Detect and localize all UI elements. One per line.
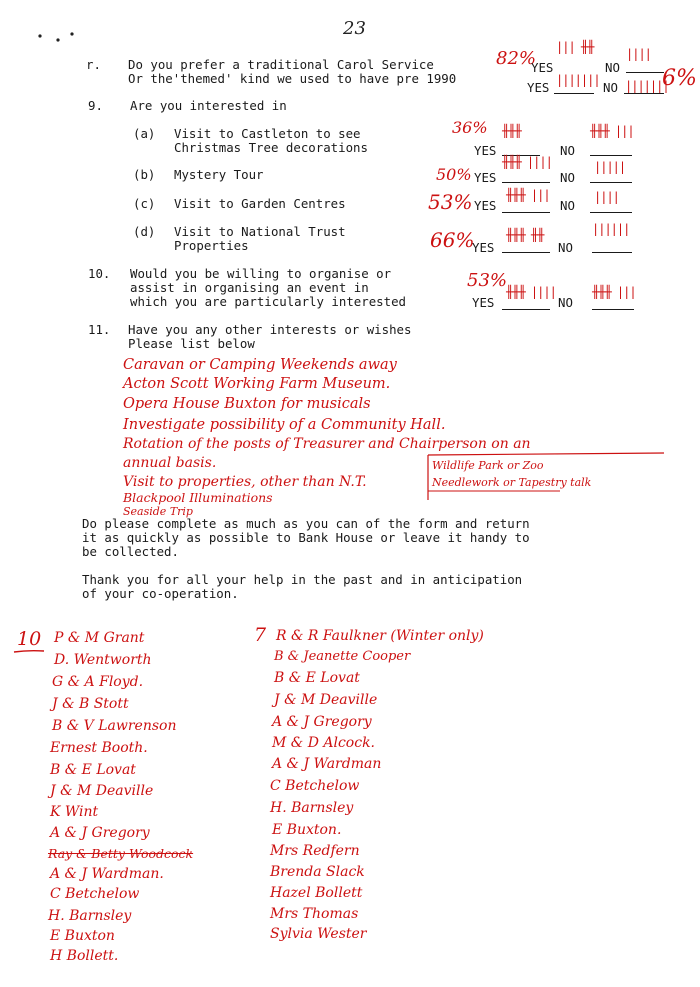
answer-line: Seaside Trip <box>123 505 193 518</box>
punch-dot <box>38 34 41 37</box>
item-9a-line1: Visit to Castleton to see <box>174 126 361 141</box>
left-list-name: Ernest Booth. <box>50 740 148 756</box>
question-10-line3: which you are particularly interested <box>130 294 407 309</box>
question-10-line2: assist in organising an event in <box>130 280 369 295</box>
right-list-name: C Betchelow <box>270 778 360 794</box>
question-10-percent: 53% <box>467 270 508 291</box>
right-list-name: H. Barnsley <box>270 800 354 816</box>
item-9b-percent: 50% <box>436 165 472 184</box>
question-11-number: 11. <box>88 322 111 337</box>
question-r-yes2: YES <box>527 80 550 95</box>
left-list-name: A & J Wardman. <box>50 866 164 882</box>
question-10-tally-yes: ╫╫╫ |||| <box>506 285 556 299</box>
question-10-tally-no: ╫╫╫ ||| <box>592 285 636 299</box>
item-9c-no: NO <box>560 198 575 213</box>
left-list-name: D. Wentworth <box>54 652 152 668</box>
right-list-name: E Buxton. <box>272 822 342 838</box>
closing-p2-line1: Thank you for all your help in the past and in anticipation <box>82 572 523 587</box>
punch-dot <box>56 38 59 41</box>
right-list-name: B & E Lovat <box>274 670 360 686</box>
question-9-text: Are you interested in <box>130 98 287 113</box>
item-9d-line1: Visit to National Trust <box>174 224 346 239</box>
item-9a-yes: YES <box>474 143 497 158</box>
item-9a-percent: 36% <box>452 118 488 137</box>
item-9a-id: (a) <box>133 126 156 141</box>
answer-line: Caravan or Camping Weekends away <box>123 357 397 373</box>
item-9b-tally-no: ||||| <box>594 160 626 174</box>
question-r-yes1: YES <box>531 60 554 75</box>
right-list-name: R & R Faulkner (Winter only) <box>276 628 484 644</box>
right-list-name: Mrs Thomas <box>270 906 359 922</box>
left-list-name: J & B Stott <box>52 696 129 712</box>
question-r-no1: NO <box>605 60 620 75</box>
item-9d-line2: Properties <box>174 238 249 253</box>
answer-line: annual basis. <box>123 455 217 471</box>
question-10-no: NO <box>558 295 573 310</box>
left-list-name: A & J Gregory <box>50 825 150 841</box>
question-r-tally-no1: |||| <box>626 47 651 61</box>
left-list-name: C Betchelow <box>50 886 140 902</box>
item-9c-line1: Visit to Garden Centres <box>174 196 346 211</box>
left-list-name: E Buxton <box>50 928 115 944</box>
item-9d-tally-yes: ╫╫╫ ╫╫ <box>506 228 544 242</box>
question-r-tally-no2: ||||||| <box>625 79 669 93</box>
left-list-name: G & A Floyd. <box>52 674 144 690</box>
closing-p1-line1: Do please complete as much as you can of the form and return <box>82 516 530 531</box>
item-9d-tally-no: |||||| <box>592 222 630 236</box>
left-list-name: J & M Deaville <box>50 783 154 799</box>
answer-line: Investigate possibility of a Community Hall. <box>123 417 446 433</box>
right-list-name: Hazel Bollett <box>270 885 363 901</box>
answer-line: Rotation of the posts of Treasurer and Chairperson on an <box>123 436 531 452</box>
answer-box-line1: Wildlife Park or Zoo <box>432 459 544 472</box>
item-9b-line1: Mystery Tour <box>174 167 264 182</box>
left-list-name: H Bollett. <box>50 948 119 964</box>
question-r-tally-yes2: ||||||| <box>556 73 600 87</box>
question-r-percent-a: 82% <box>496 48 537 69</box>
item-9c-tally-no: |||| <box>594 190 619 204</box>
answer-line: Visit to properties, other than N.T. <box>123 474 367 490</box>
item-9d-yes: YES <box>472 240 495 255</box>
left-list-name: K Wint <box>50 804 99 820</box>
question-10-yes: YES <box>472 295 495 310</box>
item-9a-tally-no: ╫╫╫ ||| <box>590 124 634 138</box>
right-list-count: 7 <box>254 624 267 646</box>
question-r-line1: Do you prefer a traditional Carol Service <box>128 57 434 72</box>
item-9a-line2: Christmas Tree decorations <box>174 140 368 155</box>
right-list-name: Sylvia Wester <box>270 926 367 942</box>
item-9d-id: (d) <box>133 224 156 239</box>
answer-box-line2: Needlework or Tapestry talk <box>432 476 592 489</box>
item-9a-no: NO <box>560 143 575 158</box>
right-list-name: A & J Wardman <box>272 756 382 772</box>
right-list-name: M & D Alcock. <box>272 735 376 751</box>
count-underline <box>14 651 44 652</box>
item-9b-yes: YES <box>474 170 497 185</box>
left-list-name: H. Barnsley <box>48 908 132 924</box>
left-list-name: B & V Lawrenson <box>52 718 177 734</box>
left-list-name-struck: Ray & Betty Woodcock <box>48 846 194 861</box>
page-number: 23 <box>343 18 366 39</box>
item-9b-id: (b) <box>133 167 156 182</box>
right-list-name: Mrs Redfern <box>270 843 360 859</box>
left-list-name: B & E Lovat <box>50 762 136 778</box>
left-list-name: P & M Grant <box>54 630 145 646</box>
right-list-name: Brenda Slack <box>270 864 365 880</box>
closing-p2-line2: of your co-operation. <box>82 586 239 601</box>
left-list-count: 10 <box>17 628 42 650</box>
right-list-name: B & Jeanette Cooper <box>274 649 411 664</box>
question-r-percent-b: 6% <box>662 66 697 91</box>
answer-line: Acton Scott Working Farm Museum. <box>123 376 391 392</box>
question-11-line1: Have you any other interests or wishes <box>128 322 412 337</box>
question-r-tally-yes1: ||| ╫╫ <box>556 40 594 54</box>
right-list-name: J & M Deaville <box>274 692 378 708</box>
question-9-number: 9. <box>88 98 103 113</box>
question-r-number: r. <box>86 57 101 72</box>
item-9c-yes: YES <box>474 198 497 213</box>
item-9b-tally-yes: ╫╫╫ |||| <box>502 155 552 169</box>
item-9d-percent: 66% <box>430 228 475 252</box>
item-9c-percent: 53% <box>428 190 473 214</box>
question-10-number: 10. <box>88 266 111 281</box>
item-9b-no: NO <box>560 170 575 185</box>
question-10-line1: Would you be willing to organise or <box>130 266 392 281</box>
question-r-no2: NO <box>603 80 618 95</box>
right-list-name: A & J Gregory <box>272 714 372 730</box>
closing-p1-line2: it as quickly as possible to Bank House or leave it handy to <box>82 530 530 545</box>
answer-line: Blackpool Illuminations <box>123 490 273 505</box>
box-top-line <box>428 453 664 455</box>
item-9d-no: NO <box>558 240 573 255</box>
item-9a-tally-yes: ╫╫╫ <box>502 124 521 138</box>
punch-dot <box>70 32 73 35</box>
item-9c-id: (c) <box>133 196 156 211</box>
answer-line: Opera House Buxton for musicals <box>123 396 371 412</box>
question-r-line2: Or the'themed' kind we used to have pre 1990 <box>128 71 457 86</box>
item-9c-tally-yes: ╫╫╫ ||| <box>506 188 550 202</box>
closing-p1-line3: be collected. <box>82 544 179 559</box>
question-11-line2: Please list below <box>128 336 255 351</box>
